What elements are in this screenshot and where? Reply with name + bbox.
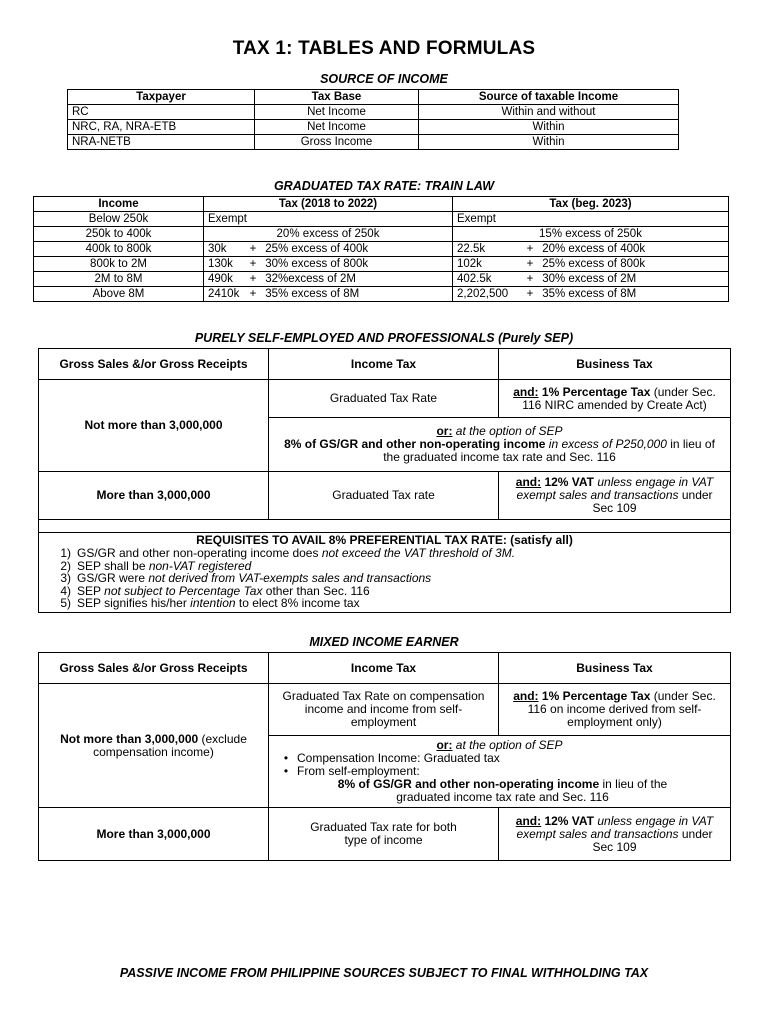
plus-sign: + <box>526 288 534 300</box>
table-row <box>68 135 679 150</box>
tax-base: Exempt <box>457 213 496 225</box>
income-tax-cell: Graduated Tax rate for both type of income <box>269 808 499 861</box>
tax-base: 22.5k <box>457 243 486 255</box>
table-row <box>68 120 679 135</box>
vat-text: 12% VAT <box>541 475 595 489</box>
table-header-row <box>68 90 679 105</box>
in-lieu-note: in lieu of the graduated income tax rate and Sec. 116 <box>383 437 715 464</box>
item-number: 2) <box>60 558 71 573</box>
column-header: Gross Sales &/or Gross Receipts <box>39 349 269 380</box>
table-row <box>34 287 729 302</box>
threshold-note: (exclude compensation income) <box>93 731 247 759</box>
table-header-row <box>39 653 731 684</box>
income-tax-cell: Graduated Tax rate <box>269 472 499 520</box>
income-bracket: Below 250k <box>34 212 204 227</box>
column-header: Business Tax <box>499 349 731 380</box>
item-text: GS/GR were <box>77 571 149 586</box>
tax-base: 102k <box>457 258 482 270</box>
tax-2023-cell <box>453 212 729 227</box>
tax-base: 2,202,500 <box>457 288 509 300</box>
item-text-end: to elect 8% income tax <box>235 596 360 611</box>
column-header: Taxpayer <box>68 90 255 105</box>
tax-2023-cell <box>453 272 729 287</box>
mixed-income-heading: MIXED INCOME EARNER <box>309 635 459 649</box>
column-header: Tax (2018 to 2022) <box>204 197 453 212</box>
requisites-row <box>39 533 731 613</box>
plus-sign: + <box>526 258 534 270</box>
option-cell <box>269 736 731 808</box>
plus-sign: + <box>526 243 534 255</box>
purely-sep-table <box>38 348 731 613</box>
source-of-income-heading: SOURCE OF INCOME <box>320 72 448 86</box>
table-cell: NRA-NETB <box>68 135 255 150</box>
column-header: Source of taxable Income <box>419 90 679 105</box>
bullet-icon: • <box>283 764 289 778</box>
plus-sign: + <box>249 288 257 300</box>
income-tax-cell: Graduated Tax Rate <box>269 380 499 418</box>
item-number: 4) <box>60 583 71 598</box>
option-note: at the option of SEP <box>452 424 563 438</box>
requisites-cell <box>39 533 731 613</box>
table-row <box>34 227 729 242</box>
spacer-row <box>39 520 731 533</box>
source-of-income-table <box>67 89 679 150</box>
table-row <box>39 472 731 520</box>
table-cell: Within <box>419 135 679 150</box>
and-label: and: <box>513 689 539 703</box>
item-text: From self-employment: <box>297 764 420 778</box>
requisites-list <box>45 547 724 610</box>
table-row <box>34 242 729 257</box>
tax-rate: 32%excess of 2M <box>265 273 356 285</box>
vat-text: 12% VAT <box>541 813 595 828</box>
business-tax-cell <box>499 380 731 418</box>
business-tax-cell <box>499 808 731 861</box>
or-label: or: <box>436 738 453 752</box>
table-cell: Net Income <box>255 105 419 120</box>
tax-base: 30k <box>208 243 227 255</box>
table-row <box>39 808 731 861</box>
table-row <box>39 380 731 418</box>
tax-2018-cell <box>204 242 453 257</box>
item-number: 5) <box>60 596 71 611</box>
table-row <box>68 105 679 120</box>
column-header: Income <box>34 197 204 212</box>
item-text: SEP <box>77 583 105 598</box>
purely-sep-heading: PURELY SELF-EMPLOYED AND PROFESSIONALS (Purely SEP) <box>194 331 574 345</box>
income-bracket: 2M to 8M <box>34 272 204 287</box>
page-title: TAX 1: TABLES AND FORMULAS <box>232 38 536 59</box>
plus-sign: + <box>526 273 534 285</box>
column-header: Tax (beg. 2023) <box>453 197 729 212</box>
item-number: 1) <box>60 546 71 560</box>
table-row <box>34 257 729 272</box>
graduated-tax-heading: GRADUATED TAX RATE: TRAIN LAW <box>273 179 495 193</box>
income-bracket: 800k to 2M <box>34 257 204 272</box>
business-tax-cell <box>499 684 731 736</box>
tax-rate: 30% excess of 2M <box>542 273 637 285</box>
graduated-tax-table <box>33 196 729 302</box>
column-header: Business Tax <box>499 653 731 684</box>
passive-income-heading: PASSIVE INCOME FROM PHILIPPINE SOURCES SUBJECT TO FINAL WITHHOLDING TAX <box>119 966 649 980</box>
item-emphasis: not subject to Percentage Tax <box>104 583 263 598</box>
item-text: GS/GR and other non-operating income does <box>77 546 322 560</box>
eight-percent-text: 8% of GS/GR and other non-operating income <box>337 777 600 791</box>
item-text: SEP signifies his/her <box>77 596 191 611</box>
item-emphasis: not exceed the VAT threshold of 3M. <box>321 546 516 560</box>
threshold-bold: Not more than 3,000,000 <box>60 731 199 746</box>
business-tax-cell <box>499 472 731 520</box>
option-note: at the option of SEP <box>452 738 563 752</box>
vat-section-note: under Sec 109 <box>592 826 713 854</box>
column-header: Income Tax <box>269 349 499 380</box>
tax-2023-cell <box>453 242 729 257</box>
tax-2023-cell <box>453 257 729 272</box>
table-cell: RC <box>68 105 255 120</box>
item-text-end: other than Sec. 116 <box>262 583 370 598</box>
table-cell: NRC, RA, NRA-ETB <box>68 120 255 135</box>
gross-sales-threshold: Not more than 3,000,000 <box>39 380 269 472</box>
tax-base: 130k <box>208 258 233 270</box>
table-row <box>34 212 729 227</box>
table-cell: Gross Income <box>255 135 419 150</box>
tax-base: 490k <box>208 273 233 285</box>
and-label: and: <box>515 475 542 489</box>
item-emphasis: non-VAT registered <box>148 558 252 573</box>
vat-exempt-note: unless engage in VAT exempt sales and transactions <box>516 813 714 841</box>
income-bracket: Above 8M <box>34 287 204 302</box>
item-number: 3) <box>60 571 71 586</box>
gross-sales-threshold: More than 3,000,000 <box>39 808 269 861</box>
tax-base: Exempt <box>208 213 247 225</box>
tax-base: 402.5k <box>457 273 492 285</box>
percentage-tax-text: 1% Percentage Tax <box>541 384 651 399</box>
gross-sales-threshold <box>39 684 269 808</box>
tax-base: 2410k <box>208 288 240 300</box>
or-label: or: <box>436 424 453 438</box>
list-item <box>60 596 724 611</box>
option-list <box>275 752 724 778</box>
item-emphasis: intention <box>190 596 236 611</box>
tax-rate: 25% excess of 400k <box>265 243 369 255</box>
business-tax-note: (under Sec. 116 NIRC amended by Create Act) <box>522 384 716 412</box>
requisites-title: REQUISITES TO AVAIL 8% PREFERENTIAL TAX RATE: (satisfy all) <box>196 533 573 547</box>
table-cell: Net Income <box>255 120 419 135</box>
column-header: Tax Base <box>255 90 419 105</box>
percentage-tax-text: 1% Percentage Tax <box>538 689 651 703</box>
gross-sales-threshold: More than 3,000,000 <box>39 472 269 520</box>
in-lieu-note: in lieu of the graduated income tax rate and Sec. 116 <box>396 777 668 804</box>
mixed-income-table <box>38 652 731 861</box>
table-header-row <box>34 197 729 212</box>
and-label: and: <box>515 813 542 828</box>
tax-rate: 30% excess of 800k <box>265 258 369 270</box>
tax-rate: 20% excess of 400k <box>542 243 646 255</box>
tax-2018-cell <box>204 287 453 302</box>
tax-rate: 35% excess of 8M <box>542 288 637 300</box>
item-text: Compensation Income: Graduated tax <box>297 751 500 765</box>
table-cell: Within <box>419 120 679 135</box>
bullet-icon: • <box>283 751 289 765</box>
column-header: Gross Sales &/or Gross Receipts <box>39 653 269 684</box>
business-tax-note: (under Sec. 116 on income derived from self-employment only) <box>527 689 716 729</box>
excess-note: in excess of P250,000 <box>545 437 667 451</box>
income-bracket: 250k to 400k <box>34 227 204 242</box>
table-row <box>34 272 729 287</box>
plus-sign: + <box>249 273 257 285</box>
eight-percent-note <box>275 778 724 804</box>
option-cell <box>269 418 731 472</box>
tax-rate: 25% excess of 800k <box>542 258 646 270</box>
column-header: Income Tax <box>269 653 499 684</box>
tax-2018-cell <box>204 272 453 287</box>
income-bracket: 400k to 800k <box>34 242 204 257</box>
tax-2018-cell <box>204 212 453 227</box>
item-emphasis: not derived from VAT-exempts sales and transactions <box>148 571 432 586</box>
tax-2023-cell <box>453 287 729 302</box>
tax-2018-cell: 20% excess of 250k <box>204 227 453 242</box>
plus-sign: + <box>249 258 257 270</box>
table-header-row <box>39 349 731 380</box>
vat-exempt-note: unless engage in VAT exempt sales and transactions <box>516 475 714 502</box>
plus-sign: + <box>249 243 257 255</box>
eight-percent-text: 8% of GS/GR and other non-operating income <box>284 437 546 451</box>
table-row <box>39 684 731 736</box>
tax-2018-cell <box>204 257 453 272</box>
income-tax-cell: Graduated Tax Rate on compensation income and income from self-employment <box>269 684 499 736</box>
tax-2023-cell: 15% excess of 250k <box>453 227 729 242</box>
and-label: and: <box>513 384 539 399</box>
tax-rate: 35% excess of 8M <box>265 288 360 300</box>
table-cell: Within and without <box>419 105 679 120</box>
item-text: SEP shall be <box>77 558 149 573</box>
vat-section-note: under Sec 109 <box>592 488 713 515</box>
